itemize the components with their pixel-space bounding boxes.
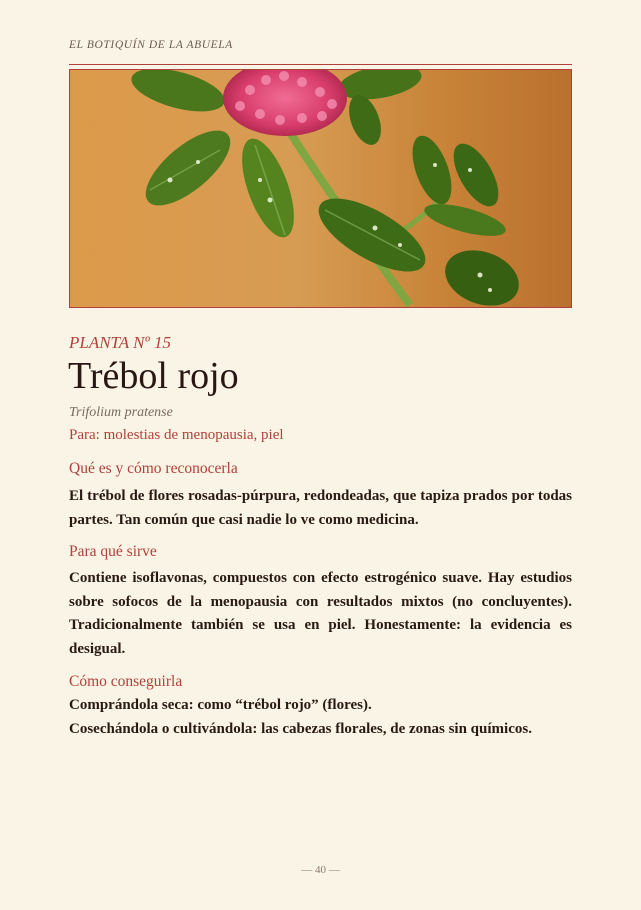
section-heading-uses: Para qué sirve [69,543,157,560]
section-text-what: El trébol de flores rosadas-púrpura, redondeadas, que tapiza prados por todas partes. Tan común que casi nadie lo ve como medicina. [69,488,572,528]
plant-number: PLANTA Nº 15 [69,333,171,352]
obtain-line-buy: Comprándola seca: como “trébol rojo” (flores). [69,697,372,713]
section-text-uses: Contiene isoflavonas, compuestos con efecto estrogénico suave. Hay estudios sobre sofocos de la menopausia con resultados mixtos (no concluyentes). Tradicionalmente también se usa en piel. Honestamente: la evidencia es desigual. [69,570,572,657]
section-heading-obtain: Cómo conseguirla [69,673,183,690]
page-title: Trébol rojo [68,355,239,397]
uses-summary: Para: molestias de menopausia, piel [69,427,284,443]
obtain-line-harvest: Cosechándola o cultivándola: las cabezas florales, de zonas sin químicos. [69,721,532,737]
red-clover-photo [69,69,572,308]
running-header: EL BOTIQUÍN DE LA ABUELA [69,39,233,51]
page-number: — 40 — [301,864,340,876]
section-heading-what: Qué es y cómo reconocerla [69,460,238,477]
header-divider [69,64,572,65]
latin-name: Trifolium pratense [69,405,173,420]
